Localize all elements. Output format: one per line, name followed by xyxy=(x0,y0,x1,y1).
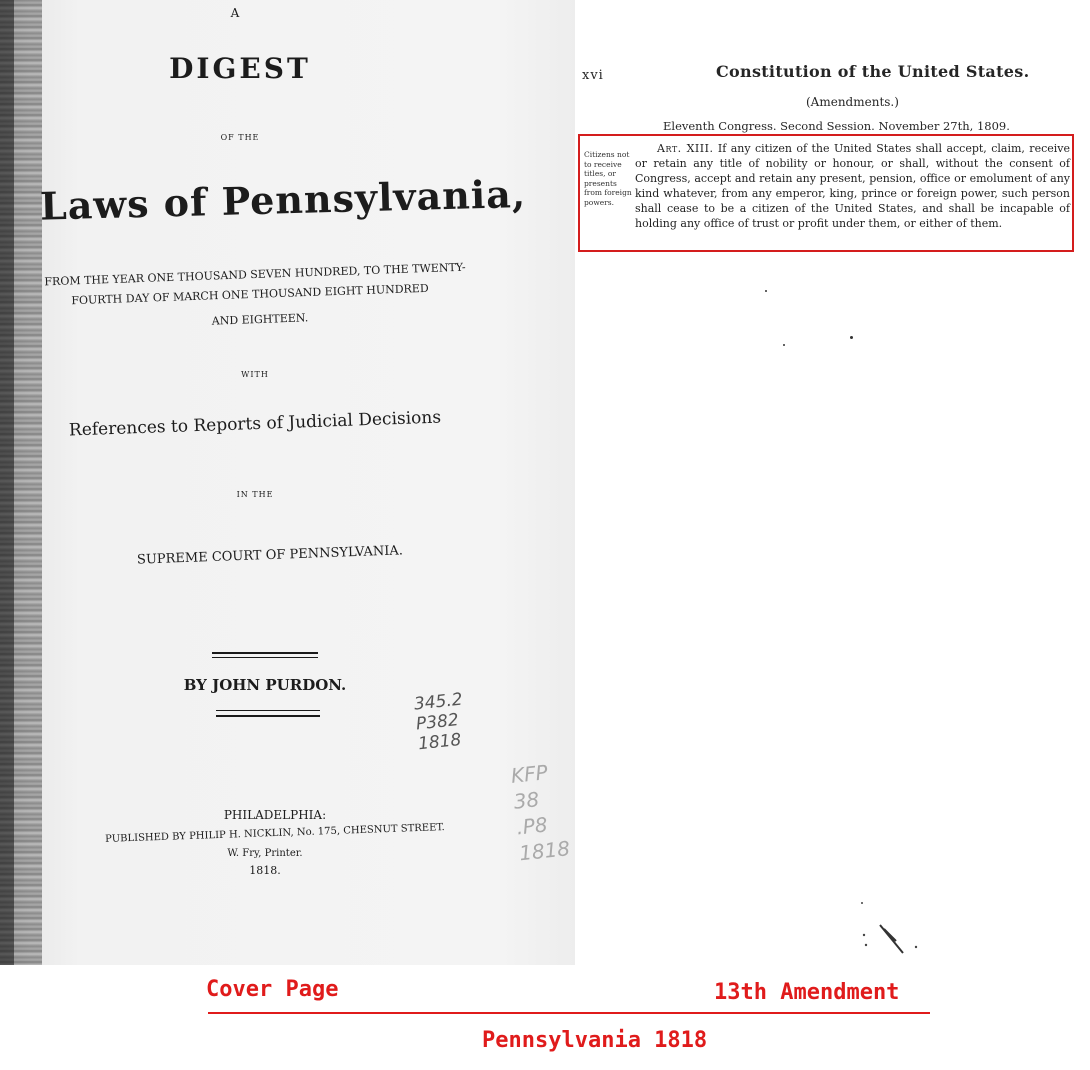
cover-page-scan xyxy=(0,0,575,965)
caption-cover-page: Cover Page xyxy=(206,977,339,1002)
constitution-title: Constitution of the United States. xyxy=(716,62,1030,81)
binding-edge xyxy=(0,0,14,965)
margin-note: Citizens not to receive titles, or presents from foreign powers. xyxy=(584,150,632,207)
call-number-handwritten: 345.2 P382 1818 xyxy=(412,689,464,755)
caption-13th-amendment: 13th Amendment xyxy=(714,980,900,1005)
cover-rule-top-thin xyxy=(212,657,318,658)
cover-court: SUPREME COURT OF PENNSYLVANIA. xyxy=(136,543,404,568)
article-xiii-text xyxy=(635,141,1070,231)
amendments-subtitle: (Amendments.) xyxy=(806,95,899,109)
cover-in-the: IN THE xyxy=(236,490,274,499)
caption-underline xyxy=(208,1012,930,1014)
scan-speck xyxy=(850,336,853,339)
cover-year-line-1: FROM THE YEAR ONE THOUSAND SEVEN HUNDRED, TO THE TWENTY- xyxy=(44,260,466,289)
scan-speck xyxy=(765,290,767,292)
cover-city: PHILADELPHIA: xyxy=(223,808,327,822)
cover-laws-title: Laws of Pennsylvania, xyxy=(39,170,527,229)
cover-of-the: OF THE xyxy=(220,133,260,142)
page-number: xvi xyxy=(582,68,604,83)
cover-article: A xyxy=(230,6,240,20)
cover-publisher: PUBLISHED BY PHILIP H. NICKLIN, No. 175, CHESNUT STREET. xyxy=(105,822,445,845)
cover-rule-bottom-thin xyxy=(216,710,320,711)
cover-year: 1818. xyxy=(249,864,281,877)
congress-session-line: Eleventh Congress. Second Session. November 27th, 1809. xyxy=(663,119,1010,133)
cover-year-line-3: AND EIGHTEEN. xyxy=(211,311,309,328)
scan-speck xyxy=(783,344,785,346)
cover-rule-bottom xyxy=(216,715,320,717)
cover-digest-title: DIGEST xyxy=(169,52,311,85)
cover-author: BY JOHN PURDON. xyxy=(183,676,347,694)
cover-rule-top xyxy=(212,652,318,654)
cover-year-line-2: FOURTH DAY OF MARCH ONE THOUSAND EIGHT HUNDRED xyxy=(71,281,429,308)
cover-references: References to Reports of Judicial Decisions xyxy=(68,407,442,441)
amendment-highlight-box xyxy=(578,134,1074,252)
cover-with: WITH xyxy=(241,370,269,379)
call-number-faint: KFP 38 .P8 1818 xyxy=(509,760,572,866)
scan-mark xyxy=(858,895,938,965)
caption-pennsylvania-1818: Pennsylvania 1818 xyxy=(482,1028,708,1053)
article-label: Art. XIII. xyxy=(657,142,714,155)
constitution-page xyxy=(578,0,1090,965)
article-body: If any citizen of the United States shall accept, claim, receive or retain any title of nobility or honour, or shall, without the consent of Congress, accept and retain any present, pension, office or emolument of any kind whatever, from any emperor, king, prince or foreign power, such person shall cease to be a citizen of the United States, and shall be incapable of holding any office of trust or profit under them, or either of them. xyxy=(635,142,1070,230)
cover-printer: W. Fry, Printer. xyxy=(227,848,303,859)
